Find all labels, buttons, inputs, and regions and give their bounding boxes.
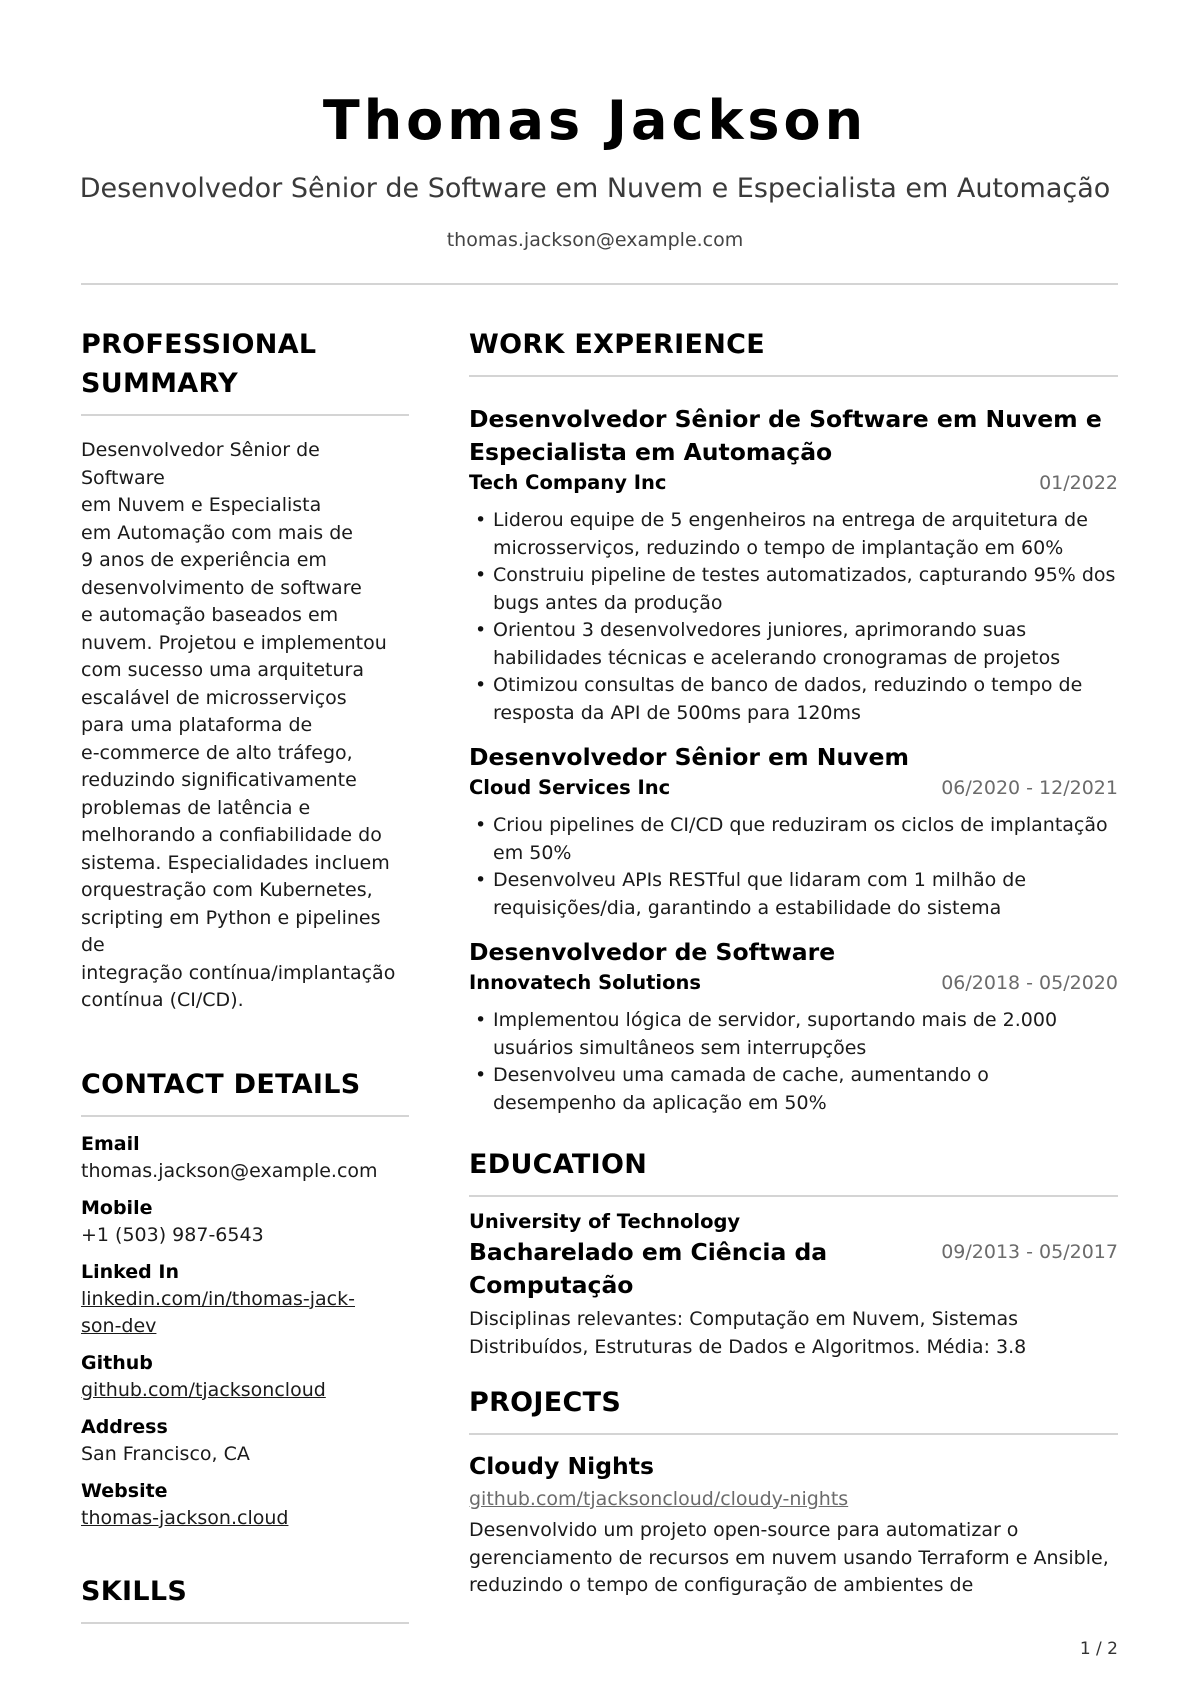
projects-section: [469, 1383, 1118, 1600]
job-dates: 06/2018 - 05/2020: [941, 972, 1118, 994]
contact-value-email[interactable]: thomas.jackson@example.com: [81, 1159, 378, 1182]
education-dates: 09/2013 - 05/2017: [941, 1241, 1118, 1263]
section-divider: [469, 375, 1118, 377]
education-degree: Bacharelado em Ciência da Computação: [469, 1238, 828, 1299]
page-number: 1 / 2: [1079, 1639, 1118, 1659]
education-description: Disciplinas relevantes: Computação em Nuvem, Sistemas Distribuídos, Estruturas de Dados e Algoritmos. Média: 3.8: [469, 1308, 1027, 1358]
contact-details-section: [81, 1065, 409, 1532]
bullet-item: • Construiu pipeline de testes automatizados, capturando 95% dos bugs antes da produção: [469, 562, 1118, 617]
job-dates: 06/2020 - 12/2021: [941, 777, 1118, 799]
education-school: University of Technology: [469, 1210, 741, 1233]
bullet-item: • Implementou lógica de servidor, suportando mais de 2.000 usuários simultâneos sem interrupções: [469, 1007, 1118, 1062]
project-name: Cloudy Nights: [469, 1452, 654, 1480]
candidate-name: Thomas Jackson: [322, 89, 868, 152]
project-description: Desenvolvido um projeto open-source para automatizar o gerenciamento de recursos em nuvem usando Terraform e Ansible, reduzindo o tempo de configuração de ambientes de: [469, 1519, 1109, 1596]
work-experience-section: [469, 325, 1118, 1117]
contact-list: [81, 1131, 409, 1532]
right-column: [469, 325, 1118, 1600]
header-email[interactable]: thomas.jackson@example.com: [446, 229, 744, 251]
website-link[interactable]: thomas-jackson.cloud: [81, 1506, 289, 1529]
summary-text: Desenvolvedor Sênior de Software em Nuvem e Especialista em Automação com mais de 9 anos de experiência em desenvolvimento de software e automação baseados em nuvem. Projetou e implementou com sucesso uma arquitetura escalável de microsserviços para uma plataforma de e-commerce de alto tráfego, reduzindo significativamente problemas de latência e melhorando a confiabilidade do sistema. Especialidades incluem orquestração com Kubernetes, scripting em Python e pipelines de integração contínua/implantação contínua (CI/CD).: [81, 439, 396, 1011]
job-title: Desenvolvedor de Software: [469, 938, 836, 966]
job-entry: [469, 936, 1118, 1117]
job-title: Desenvolvedor Sênior em Nuvem: [469, 743, 909, 771]
section-divider: [81, 1115, 409, 1117]
header-divider: [81, 283, 1118, 285]
education-section: [469, 1145, 1118, 1361]
section-title-projects: PROJECTS: [469, 1387, 622, 1418]
job-bullets: [469, 1007, 1118, 1117]
bullet-item: • Liderou equipe de 5 engenheiros na entrega de arquitetura de microsserviços, reduzindo o tempo de implantação em 60%: [469, 507, 1118, 562]
github-link[interactable]: github.com/tjacksoncloud: [81, 1378, 326, 1401]
bullet-item: • Criou pipelines de CI/CD que reduziram os ciclos de implantação em 50%: [469, 812, 1118, 867]
bullet-item: • Desenvolveu APIs RESTful que lidaram com 1 milhão de requisições/dia, garantindo a estabilidade do sistema: [469, 867, 1118, 922]
bullet-item: • Orientou 3 desenvolvedores juniores, aprimorando suas habilidades técnicas e acelerando cronogramas de projetos: [469, 617, 1118, 672]
section-title-work: WORK EXPERIENCE: [469, 329, 765, 360]
job-bullets: [469, 812, 1118, 922]
contact-label-address: Address: [81, 1415, 168, 1438]
skills-section: [81, 1572, 409, 1624]
contact-label-linkedin: Linked In: [81, 1260, 179, 1283]
section-divider: [81, 1622, 409, 1624]
linkedin-link[interactable]: linkedin.com/in/thomas-jack- son-dev: [81, 1287, 355, 1337]
contact-label-website: Website: [81, 1479, 168, 1502]
job-entry: [469, 403, 1118, 727]
project-link[interactable]: github.com/tjacksoncloud/cloudy-nights: [469, 1488, 849, 1510]
contact-label-email: Email: [81, 1132, 140, 1155]
section-divider: [81, 414, 409, 416]
job-company: Innovatech Solutions: [469, 971, 701, 994]
professional-summary-section: [81, 325, 409, 1015]
left-column: [81, 325, 409, 1624]
contact-value-mobile[interactable]: +1 (503) 987-6543: [81, 1223, 264, 1246]
section-title-education: EDUCATION: [469, 1149, 648, 1180]
job-dates: 01/2022: [1039, 472, 1118, 494]
job-title: Desenvolvedor Sênior de Software em Nuvem e Especialista em Automação: [469, 405, 1102, 466]
contact-value-address: San Francisco, CA: [81, 1442, 250, 1465]
section-title-skills: SKILLS: [81, 1575, 188, 1607]
contact-label-mobile: Mobile: [81, 1196, 153, 1219]
job-bullets: [469, 507, 1118, 727]
job-entry: [469, 741, 1118, 922]
candidate-headline: Desenvolvedor Sênior de Software em Nuvem e Especialista em Automação: [79, 173, 1111, 204]
section-title-contact: CONTACT DETAILS: [81, 1068, 361, 1100]
job-company: Tech Company Inc: [469, 471, 667, 494]
section-divider: [469, 1195, 1118, 1197]
bullet-item: • Desenvolveu uma camada de cache, aumentando o desempenho da aplicação em 50%: [469, 1062, 1118, 1117]
contact-label-github: Github: [81, 1351, 153, 1374]
section-divider: [469, 1433, 1118, 1435]
job-company: Cloud Services Inc: [469, 776, 671, 799]
bullet-item: • Otimizou consultas de banco de dados, reduzindo o tempo de resposta da API de 500ms para 120ms: [469, 672, 1118, 727]
section-title-summary: PROFESSIONAL SUMMARY: [81, 329, 317, 399]
